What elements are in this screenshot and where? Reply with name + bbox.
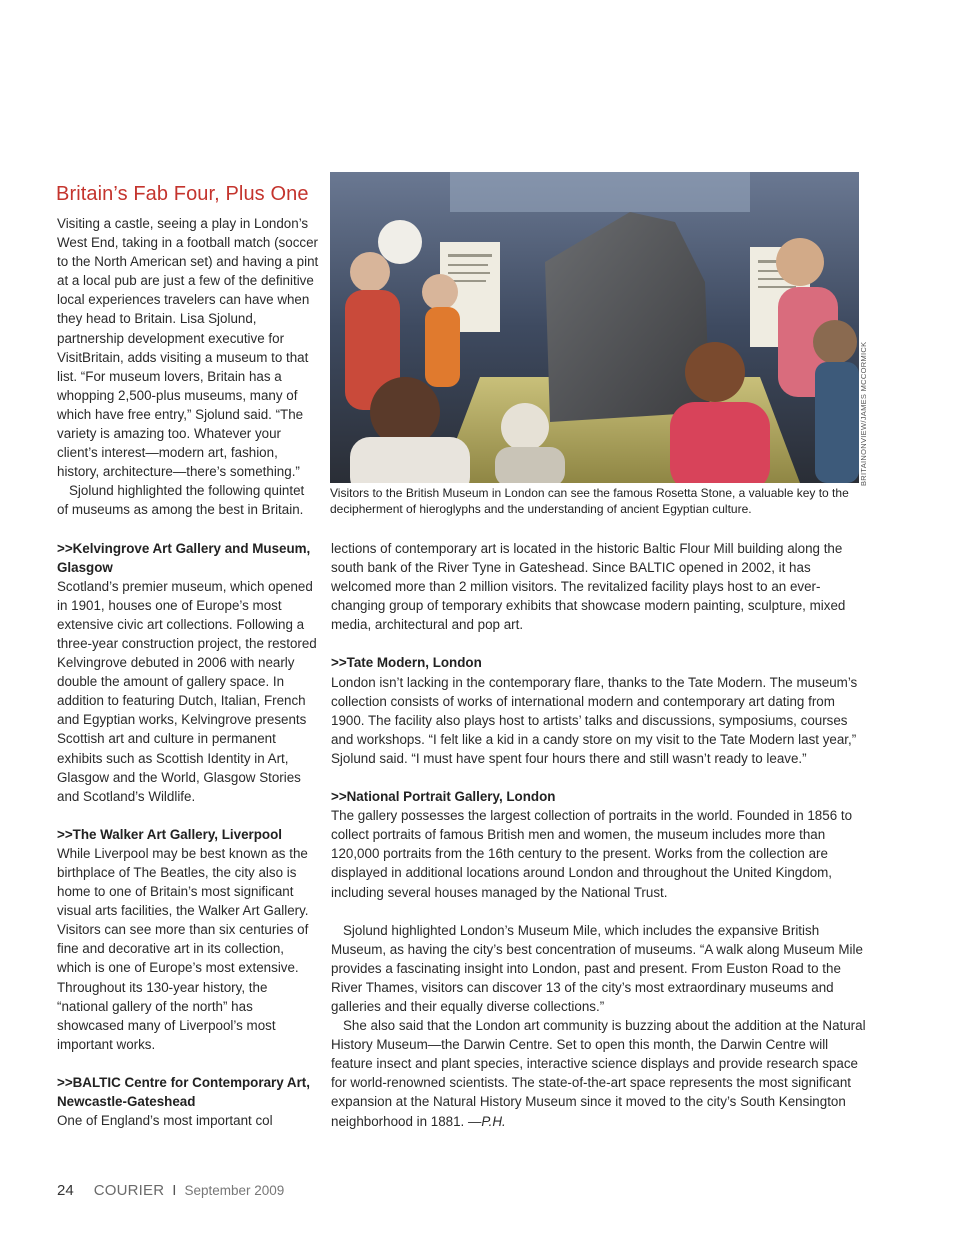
closing-paragraph-2 — [331, 1016, 866, 1131]
section-heading-walker: >>The Walker Art Gallery, Liverpool — [57, 826, 282, 842]
intro-paragraph-2: Sjolund highlighted the following quintet of museums as among the best in Britain. — [57, 483, 305, 518]
photo-caption: Visitors to the British Museum in London can see the famous Rosetta Stone, a valuable key to the decipherment of hieroglyphs and the understanding of ancient Egyptian culture. — [330, 486, 849, 516]
right-column — [331, 539, 866, 1131]
section-body-tate: London isn’t lacking in the contemporary flare, thanks to the Tate Modern. The museum’s collection consists of works of international modern and contemporary art dating from 1900. The facility also plays host to artists’ talks and discussions, symposiums, courses and workshops. “I felt like a kid in a candy store on my visit to the Tate Modern last year,” Sjolund said. “I must have spent four hours there and still wasn’t ready to leave.” — [331, 674, 858, 766]
article-title: Britain’s Fab Four, Plus One — [56, 183, 309, 206]
rosetta-stone-photo — [330, 172, 859, 483]
section-body-portrait: The gallery possesses the largest collection of portraits in the world. Founded in 1856 to collect portraits of famous British men and women, the museum includes more than 120,000 portraits from the 16th century to the present. Works from the collection are displayed in additional locations around London and throughout the United Kingdom, including several houses managed by the National Trust. — [331, 808, 853, 900]
byline: —P.H. — [468, 1113, 506, 1129]
photo-credit: BRITAINONVIEW/JAMES MCCORMICK — [859, 341, 868, 486]
section-body-kelvingrove: Scotland’s premier museum, which opened in 1901, houses one of Europe’s most extensive civic art collections. Following a three-year construction project, the restored Kelvingrove debuted in 2006 with nearly double the amount of gallery space. In addition to featuring Dutch, Italian, French and Egyptian works, Kelvingrove presents Scottish art and culture in permanent exhibits such as Scottish Identity in Art, Glasgow and the World, Glasgow Stories and Scotland’s Wildlife. — [57, 578, 317, 804]
page-number: 24 — [57, 1182, 74, 1199]
section-heading-kelvingrove: >>Kelvingrove Art Gallery and Museum, Glasgow — [57, 540, 311, 575]
issue-date: September 2009 — [184, 1183, 285, 1198]
intro-paragraph: Visiting a castle, seeing a play in London’s West End, taking in a football match (soccer to the North American set) and having a pint at a local pub are just a few of the definitive local experiences travelers can have when they head to Britain. Lisa Sjolund, partnership development executive for VisitBritain, adds visiting a museum to that list. “For museum lovers, Britain has a whopping 2,500-plus museums, many of which have free entry,” Sjolund said. “The variety is amazing too. Whatever your client’s interest—modern art, fashion, history, architecture—there’s something.” — [57, 216, 319, 480]
section-body-baltic-start: One of England’s most important col — [57, 1113, 273, 1129]
closing-paragraph-1: Sjolund highlighted London’s Museum Mile, which includes the expansive British Museum, as having the city’s best concentration of museums. “A walk along Museum Mile provides a fascinating insight into London, past and present. From Euston Road to the River Thames, visitors can discover 13 of the city’s most extraordinary museums and galleries and their equally diverse collections.” — [331, 922, 863, 1014]
section-heading-tate: >>Tate Modern, London — [331, 655, 482, 671]
page-footer — [57, 1182, 284, 1199]
section-body-baltic-cont: lections of contemporary art is located in the historic Baltic Flour Mill building along the south bank of the River Tyne in Gateshead. Since BALTIC opened in 2002, it has welcomed more than 2 million visitors. The revitalized facility plays host to an ever-changing group of temporary exhibits that showcase modern painting, sculpture, mixed media, architectural and pop art. — [331, 541, 846, 633]
footer-separator: I — [172, 1182, 177, 1199]
left-column — [57, 214, 319, 1130]
section-heading-portrait: >>National Portrait Gallery, London — [331, 789, 556, 805]
magazine-name: COURIER — [93, 1182, 165, 1199]
section-body-walker: While Liverpool may be best known as the birthplace of The Beatles, the city also is home to one of Britain’s most significant visual arts facilities, the Walker Art Gallery. Visitors can see more than six centuries of fine and decorative art in its collection, which is one of Europe’s most extensive. Throughout its 130-year history, the “national gallery of the north” has showcased many of Liverpool’s most important works. — [57, 845, 309, 1052]
closing-paragraph-2-text: She also said that the London art community is buzzing about the addition at the Natural History Museum—the Darwin Centre. Set to open this month, the Darwin Centre will feature insect and plant species, interactive science displays and provide research space for world-renowned scientists. The state-of-the-art space represents the most significant expansion at the Natural History Museum since it moved to the city’s South Kensington neighborhood in 1881. — [331, 1018, 866, 1129]
section-heading-baltic: >>BALTIC Centre for Contemporary Art, Newcastle-Gateshead — [57, 1074, 310, 1110]
